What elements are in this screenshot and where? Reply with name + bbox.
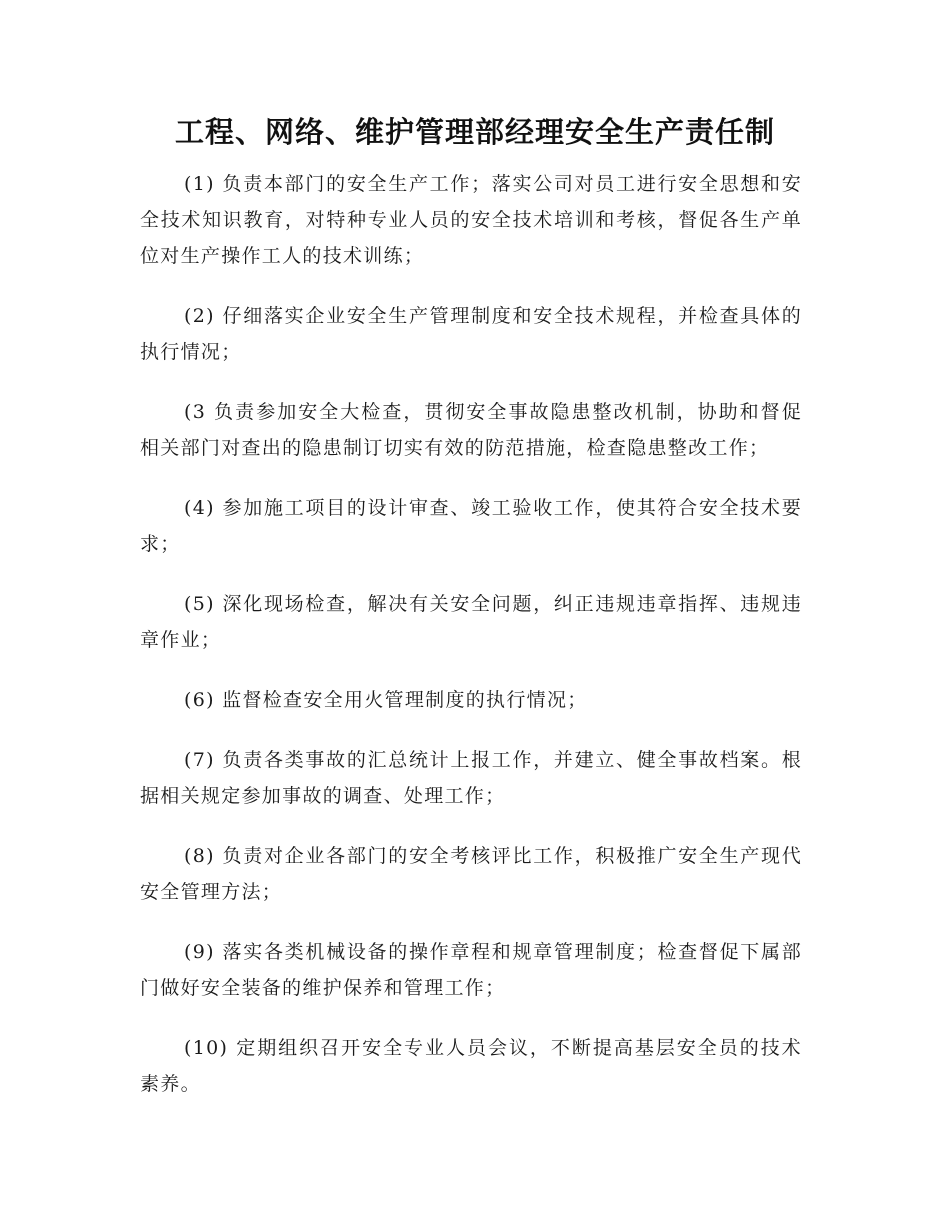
paragraph-10: (10) 定期组织召开安全专业人员会议，不断提高基层安全员的技术素养。 (140, 1037, 802, 1095)
document-title: 工程、网络、维护管理部经理安全生产责任制 (174, 115, 775, 149)
paragraph-3: (3 负责参加安全大检查，贯彻安全事故隐患整改机制，协助和督促相关部门对查出的隐患制订切实有效的防范措施，检查隐患整改工作； (140, 401, 802, 459)
document-body (140, 166, 802, 1126)
paragraph-2: (2) 仔细落实企业安全生产管理制度和安全技术规程，并检查具体的执行情况； (140, 305, 802, 363)
paragraph-9: (9) 落实各类机械设备的操作章程和规章管理制度；检查督促下属部门做好安全装备的维护保养和管理工作； (140, 941, 802, 999)
paragraph-6: (6) 监督检查安全用火管理制度的执行情况； (184, 689, 588, 711)
paragraph-7: (7) 负责各类事故的汇总统计上报工作，并建立、健全事故档案。根据相关规定参加事故的调查、处理工作； (140, 749, 802, 807)
paragraph-4: (4) 参加施工项目的设计审查、竣工验收工作，使其符合安全技术要求； (140, 497, 802, 555)
paragraph-8: (8) 负责对企业各部门的安全考核评比工作，积极推广安全生产现代安全管理方法； (140, 845, 802, 903)
paragraph-1: (1) 负责本部门的安全生产工作；落实公司对员工进行安全思想和安全技术知识教育，对特种专业人员的安全技术培训和考核，督促各生产单位对生产操作工人的技术训练； (140, 173, 802, 267)
paragraph-5: (5) 深化现场检查，解决有关安全问题，纠正违规违章指挥、违规违章作业； (140, 593, 802, 651)
